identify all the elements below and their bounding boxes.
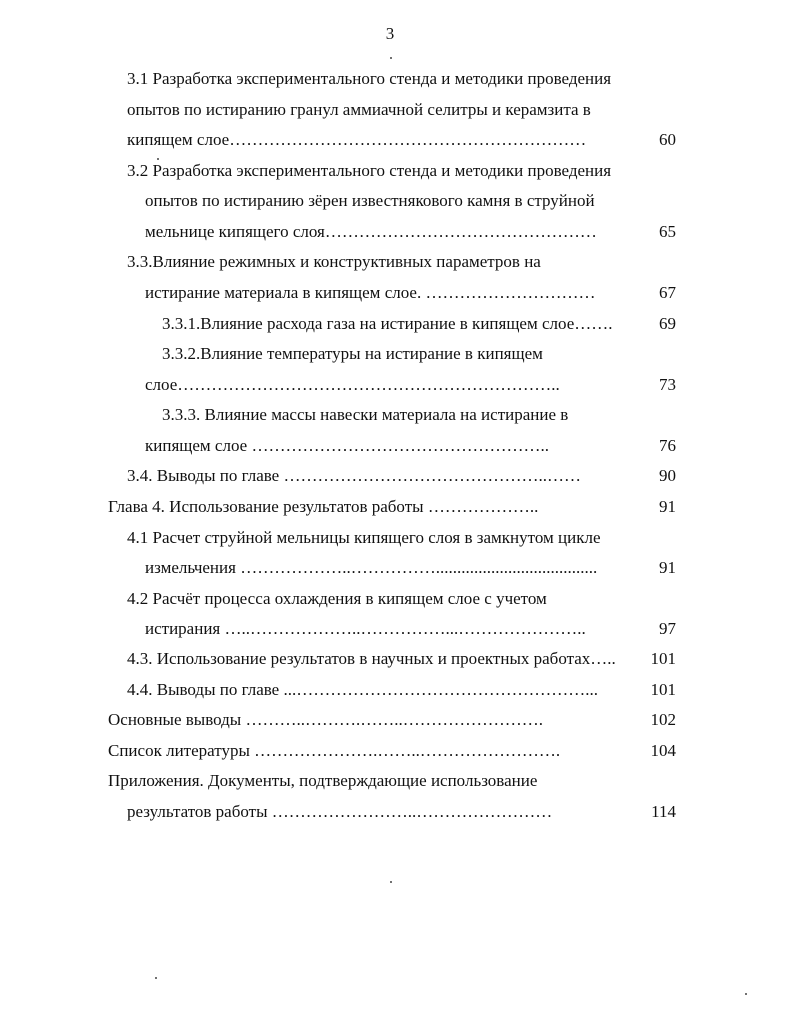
toc-entry-3-4-line-1 xyxy=(127,465,581,487)
scan-speck xyxy=(390,57,392,59)
toc-entry-3-3-1-line-1 xyxy=(162,313,613,335)
toc-entry-text: Глава 4. Использование результатов работы xyxy=(108,497,424,516)
toc-entry-text: Приложения. Документы, подтверждающие использование xyxy=(108,771,538,790)
toc-leader-dots: ……. xyxy=(574,314,613,333)
toc-entry-4-2-line-1 xyxy=(127,588,547,610)
toc-entry-3-3-line-1 xyxy=(127,251,541,273)
toc-entry-text: мельнице кипящего слоя xyxy=(145,222,325,241)
toc-leader-dots: ……………………………………………………… xyxy=(229,130,587,149)
toc-page-number: 91 xyxy=(659,497,676,516)
toc-leader-dots: ………………..……………...................................... xyxy=(235,558,598,577)
toc-entry-text: 3.3.Влияние режимных и конструктивных параметров на xyxy=(127,252,541,271)
toc-page-number: 76 xyxy=(659,436,676,455)
toc-entry-chapter-4-line-1 xyxy=(108,496,538,518)
toc-leader-dots: ………………………………………………………….. xyxy=(177,375,560,394)
toc-entry-4-1-line-2 xyxy=(145,557,597,579)
toc-entry-3-3-2-line-2 xyxy=(145,374,560,396)
toc-entry-appendix-line-1 xyxy=(108,770,537,792)
scan-speck xyxy=(157,158,159,160)
toc-leader-dots: ….. xyxy=(590,649,616,668)
toc-entry-3-2-line-1 xyxy=(127,160,611,182)
toc-entry-4-1-line-1 xyxy=(127,527,601,549)
toc-entry-appendix-line-2 xyxy=(127,801,552,823)
toc-entry-text: 4.2 Расчёт процесса охлаждения в кипящем слое с учетом xyxy=(127,589,547,608)
toc-page-number: 67 xyxy=(659,283,676,302)
page-number: 3 xyxy=(385,24,395,43)
toc-entry-3-3-3-line-1 xyxy=(162,404,568,426)
toc-leader-dots: ………………………… xyxy=(421,283,596,302)
toc-entry-text: результатов работы xyxy=(127,802,268,821)
toc-entry-text: 4.3. Использование результатов в научных и проектных работах xyxy=(127,649,591,668)
toc-leader-dots: ...……………………………………………... xyxy=(279,680,598,699)
toc-entry-text: кипящем слое xyxy=(127,130,230,149)
toc-page-number: 102 xyxy=(650,710,676,729)
toc-entry-conclusions-line-1 xyxy=(108,709,543,731)
toc-entry-text: опытов по истиранию гранул аммиачной селитры и керамзита в xyxy=(127,100,591,119)
toc-entry-text: 4.4. Выводы по главе xyxy=(127,680,280,699)
toc-entry-text: 3.4. Выводы по главе xyxy=(127,466,280,485)
toc-entry-text: 4.1 Расчет струйной мельницы кипящего слоя в замкнутом цикле xyxy=(127,528,601,547)
toc-entry-3-3-line-2 xyxy=(145,282,595,304)
toc-entry-4-3-line-1 xyxy=(127,648,616,670)
scan-speck xyxy=(390,881,392,883)
toc-entry-text: истирание материала в кипящем слое. xyxy=(145,283,422,302)
toc-page-number: 90 xyxy=(659,466,676,485)
toc-entry-text: 3.3.1.Влияние расхода газа на истирание в кипящем слое xyxy=(162,314,575,333)
toc-entry-3-1-line-1 xyxy=(127,68,611,90)
toc-leader-dots: ………..……….……..……………………. xyxy=(241,710,543,729)
toc-page-number: 101 xyxy=(650,649,676,668)
toc-page-number: 60 xyxy=(659,130,676,149)
toc-leader-dots: ……………………..…………………… xyxy=(267,802,553,821)
toc-page-number: 101 xyxy=(650,680,676,699)
toc-entry-text: 3.3.3. Влияние массы навески материала на истирание в xyxy=(162,405,569,424)
toc-page-number: 104 xyxy=(650,741,676,760)
toc-leader-dots: …………………………………………….. xyxy=(247,436,549,455)
toc-entry-text: измельчения xyxy=(145,558,236,577)
toc-leader-dots: ……………….. xyxy=(423,497,539,516)
toc-leader-dots: …..………………..……………...………………….. xyxy=(220,619,586,638)
toc-entry-text: Основные выводы xyxy=(108,710,242,729)
toc-entry-text: опытов по истиранию зёрен известнякового камня в струйной xyxy=(145,191,595,210)
toc-leader-dots: ………………………………………… xyxy=(324,222,597,241)
toc-entry-text: 3.2 Разработка экспериментального стенда и методики проведения xyxy=(127,161,612,180)
toc-entry-3-1-line-2 xyxy=(127,99,591,121)
toc-entry-text: истирания xyxy=(145,619,221,638)
toc-entry-3-3-2-line-1 xyxy=(162,343,543,365)
toc-page-number: 91 xyxy=(659,558,676,577)
toc-page-number: 69 xyxy=(659,314,676,333)
toc-entry-3-3-3-line-2 xyxy=(145,435,549,457)
toc-page-number: 97 xyxy=(659,619,676,638)
toc-entry-4-4-line-1 xyxy=(127,679,598,701)
toc-entry-text: Список литературы xyxy=(108,741,250,760)
scan-speck xyxy=(745,993,747,995)
toc-entry-text: 3.1 Разработка экспериментального стенда и методики проведения xyxy=(127,69,612,88)
toc-entry-text: кипящем слое xyxy=(145,436,248,455)
toc-leader-dots: ………………………………………..…… xyxy=(279,466,581,485)
toc-entry-text: слое xyxy=(145,375,178,394)
toc-entry-3-2-line-2 xyxy=(145,190,595,212)
toc-entry-3-2-line-3 xyxy=(145,221,597,243)
toc-entry-text: 3.3.2.Влияние температуры на истирание в кипящем xyxy=(162,344,543,363)
toc-entry-references-line-1 xyxy=(108,740,560,762)
toc-leader-dots: ………………….……..……………………. xyxy=(249,741,561,760)
scan-speck xyxy=(155,977,157,979)
toc-page-number: 73 xyxy=(659,375,676,394)
toc-entry-3-1-line-3 xyxy=(127,129,586,151)
toc-entry-4-2-line-2 xyxy=(145,618,586,640)
toc-page-number: 114 xyxy=(651,802,676,821)
toc-page-number: 65 xyxy=(659,222,676,241)
